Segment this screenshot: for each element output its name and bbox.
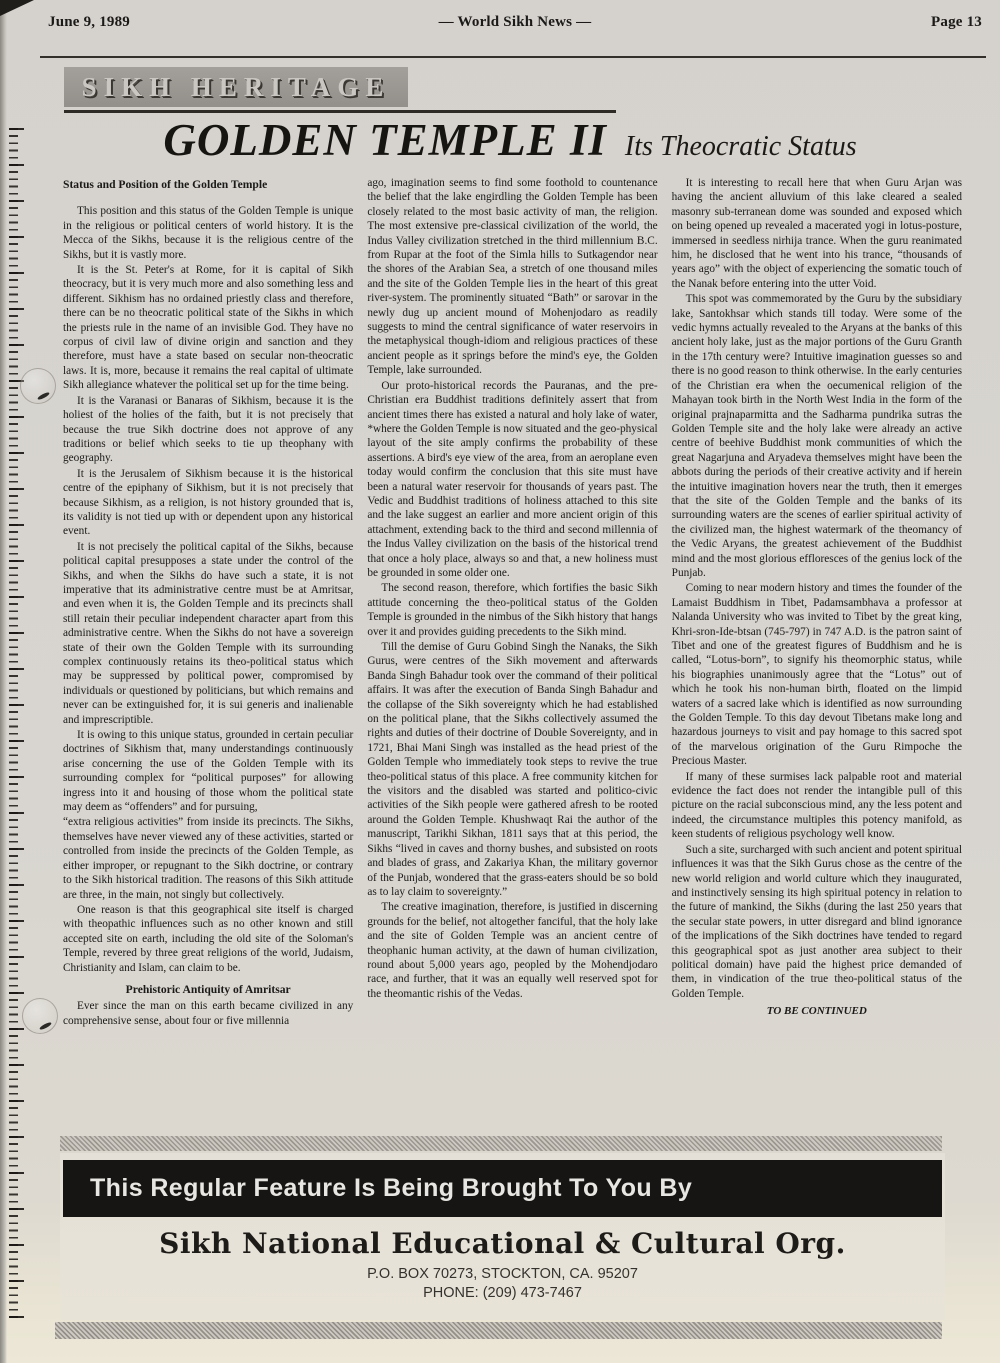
article-paragraph: It is the Jerusalem of Sikhism because it is the historical centre of the epiphany of Sikhism, but it is not precisely that because Sikhism, as a religion, is not history grounded that is, its validity is not tied up with or dependent upon any historical event. <box>63 467 354 538</box>
punch-hole <box>22 998 58 1034</box>
article-paragraph: Coming to near modern history and times the founder of the Lamaist Buddhism in Tibet, Padamsambhava a professor at Nalanda University who was invited to Tibet by the great king, Khri-sron-Ide-btsan (745-797) in 747 A.D. is the patron saint of Tibet and one of the greatest figures of Buddhism and he is called, “Lotus-born”, to signify his theomorphic status, while his biographies unanimously agree that the “Lotus” out of which he took his non-human birth, floated on the limpid waters of a sacred lake which is identified as now surrounding the Golden Temple. To this day devout Tibetans make long and hazardous journeys to visit and pay homage to this sacred spot of the marvelous origination of the Guru Rimpoche the Precious Master. <box>671 582 962 768</box>
article-paragraph: Ever since the man on this earth became civilized in any comprehensive sense, about four or five millennia <box>63 1000 354 1027</box>
sponsor-ad <box>60 1153 945 1320</box>
hatched-divider-bottom <box>55 1322 942 1339</box>
sponsor-ad-banner-text: This Regular Feature Is Being Brought To You By <box>90 1174 693 1202</box>
headline-title: GOLDEN TEMPLE II <box>163 115 607 165</box>
article-paragraph: The second reason, therefore, which fortifies the basic Sikh attitude concerning the theo-political status of the Golden Temple is grounded in the nimbus of the Sikh history that hangs over it and provides guiding precedents to the Sikh mind. <box>367 582 658 638</box>
article-paragraph: Our proto-historical records the Pauranas, and the pre-Christian era Buddhist traditions definitely assert that from ancient times there has existed a natural and holy lake of water, *where the Golden Temple is now situated and the geo-physical layout of the site amply confirms the probability of these assertions. A bird's eye view of the area, from an aeroplane even today would confirm the conclusion that this site must have been a natural water reservoir for thousands of years past. The Vedic and Buddhist traditions of holiness attached to this site and the lake suggest an earlier and more ancient origin of this attachment, extending back to the third and second millennia of the Indus Valley civilization on the basis of the historical trend that once a holy place, always so and that, a new holiness must be grounded in some older one. <box>367 379 658 579</box>
sponsor-org-phone: PHONE: (209) 473-7467 <box>423 1285 582 1301</box>
article-paragraph: It is not precisely the political capital of the Sikhs, because political capital presupposes a state under the control of the Sikhs, and when the Sikhs do have such a state, it is not imperative that its administrative centre must be at Amritsar, and even when it is, the Golden Temple and its precincts shall still retain their peculiar independent character apart from this administrative centre. When the Sikhs do not have a sovereign state of their own the Golden Temple with its surrounding complex continuously retains its theo-political status which may be suppressed by political power, compromised by individuals or questioned by politicians, but which remains and never can be extinguished for, it is sui generis and inalienable and imprescriptible. <box>63 540 354 726</box>
sponsor-ad-banner <box>63 1160 942 1217</box>
sponsor-org-name: Sikh National Educational & Cultural Org. <box>159 1227 846 1260</box>
article-paragraph: It is interesting to recall here that when Guru Arjan was having the ancient alluvium of this lake cleared a sealed masonry sub-terranean dome was sounded and exposed which on being opened up revealed a macerated yogi in lotus-posture, immersed in seedless nirhija trance. When the guru reanimated him, he disclosed that he went into his trance, “thousands of years ago” with the object of experiencing the somatic touch of the Nanak before entering into the utter Void. <box>671 177 962 290</box>
article-column-2 <box>367 176 657 1128</box>
article-paragraph: One reason is that this geographical site itself is charged with theopathic influences such as no other known and still accepted site on earth, including the old site of the Soloman's Temple, revered by three great religions of the world, Judaism, Christianity and Islam, can claim to be. <box>63 903 354 974</box>
article-column-3 <box>672 176 962 1128</box>
photo-left-edge <box>0 0 7 1363</box>
page-number: Page 13 <box>931 14 982 30</box>
article-body <box>63 176 962 1128</box>
article-headline <box>120 114 900 166</box>
article-column-1 <box>63 176 353 1128</box>
section-banner-label: SIKH HERITAGE <box>81 71 391 102</box>
article-paragraph: It is the St. Peter's at Rome, for it is capital of Sikh theocracy, but it is very much more and also something less and different. Sikhism has no ordained priestly class and therefore, there can be no theocratic political state of the Sikhs in which the priests rule in the name of an invisible God. They have no corpus of civil law of divine origin and sanction and they therefore, must have a state based on secular non-theocratic laws. It is, more, because it remains the real capital of ultimate Sikh allegiance whatever the political set up for the time being. <box>63 264 354 392</box>
punch-hole <box>20 368 56 404</box>
headline-subtitle: Its Theocratic Status <box>624 131 857 162</box>
article-paragraph: Such a site, surcharged with such ancient and potent spiritual influences it was that the Sikh Gurus chose as the centre of the new world religion and world culture which they inaugurated, and instinctively sensing its high spiritual potency in relation to the future of mankind, the Sikhs (during the last 250 years that the secular state powers, in utter disregard and blind ignorance of the implications of the Sikh doctrines have tended to regard this geographical spot as just another area subject to their political domain) have paid the highest price demanded of them, in vindication of the true theo-political status of the Golden Temple. <box>671 843 962 1000</box>
section-banner-rule <box>64 110 616 113</box>
article-paragraph: If many of these surmises lack palpable root and material evidence the fact does not render the intangible pull of this picture on the racial subconscious mind, any the less potent and indeed, the circumstance multiples this potency manifold, as keen students of religious psychology well know. <box>671 770 962 841</box>
article-paragraph: This position and this status of the Golden Temple is unique in the religious or political centers of world history. It is the Mecca of the Sikhs, because it is the religious centre of the Sikhs, but it is vastly more. <box>63 205 354 261</box>
header-rule <box>40 56 986 58</box>
article-paragraph: This spot was commemorated by the Guru by the subsidiary lake, Santokhsar which stands till today. Were some of the vedic hymns actually revealed to the Aryans at the banks of this ancient holy lake, just as the major portions of the Guru Granth in the 17th century were? Intuitive imagination guesses so and there is no good reason to think otherwise. In the early centuries of the Christian era when the oecumenical religion of the Mahayan took birth in the North West India in the form of the original prajnaparmitta and the Sadharma pundrika sutras the Golden Temple site and the holy lake were already an active centre of beehive Buddhist monk communities of which the great Nagarjuna and Aryadeva themselves might have been the abbots during the periods of their creative activity and if herein the intuitive imagination hovers near the truth, then it emerges that the site of the Golden Temple and the banks of its surrounding waters are the scenes of earlier spiritual activity of the civilized man, the highest watermark of the theomancy of the Vedic Aryans, the greatest achievement of the Buddhist mind and the most glorious effloresces of the genius lock of the Punjab. <box>671 293 962 579</box>
ruler-ticks-major <box>9 128 24 1323</box>
article-paragraph: “extra religious activities” from inside its precincts. The Sikhs, themselves have never viewed any of these activities, started or controlled from inside the precincts of the Golden Temple, as either improper, or repugnant to the Sikh doctrine, or contrary to the Sikh historical tradition. The reasons of this Sikh attitude are three, in the main, not singly but collectively. <box>63 816 354 901</box>
article-paragraph: The creative imagination, therefore, is justified in discerning grounds for the belief, not altogether fanciful, that the holy lake and the site of Golden Temple was an ancient centre of theophanic human activity, at the dawn of human civilization, round about 5,000 years ago, peopled by the Mohendjodaro race, and further, that it was an equally well reserved spot for the theomantic rishis of the Vedas. <box>367 901 658 1000</box>
punch-hole-shadow <box>37 391 50 401</box>
article-paragraph: ago, imagination seems to find some foothold to countenance the belief that the lake engirdling the Golden Temple has been closely related to the most basic activity of man, the religion. The most extensive pre-classical civilization of the world, the Indus Valley civilization stretched in the third millennium B.C. from Rupar at the foot of the Simla hills to Sutkagendor near the shores of the Arabian Sea, a stretch of one thousand miles and the site of the Golden Temple lies in the heart of this great river-system. The prominently situated “Bath” or sarovar in the newly dug up ancient mound of Mohenjodaro as readily suggests to mind the central significance of water reservoirs in the metaphysical though-idiom and religious practices of these ancient people as it springs before the mind's eye, the Golden Temple, lake surrounded. <box>367 177 658 377</box>
article-paragraph: It is owing to this unique status, grounded in certain peculiar doctrines of Sikhism that, many understandings continuously arise concerning the use of the Golden Temple with its surrounding complex for “political purposes” for allowing ingress into it and housing of those whom the political state may deem as “offenders” and for pursuing, <box>63 729 354 814</box>
section-heading: Prehistoric Antiquity of Amritsar <box>125 982 291 996</box>
page-header <box>48 14 982 31</box>
section-banner <box>64 67 408 107</box>
newspaper-title: — World Sikh News — <box>438 14 592 30</box>
to-be-continued-note: TO BE CONTINUED <box>766 1005 867 1018</box>
punch-hole-shadow <box>39 1021 52 1031</box>
sponsor-org-address: P.O. BOX 70273, STOCKTON, CA. 95207 <box>367 1266 638 1282</box>
issue-date: June 9, 1989 <box>48 14 130 30</box>
section-heading: Status and Position of the Golden Temple <box>63 178 268 191</box>
article-paragraph: It is the Varanasi or Banaras of Sikhism, because it is the holiest of the holies of the faith, but it is not precisely that because the true Sikh doctrine does not approve of any traditions or belief which seeks to tie up theophany with geography. <box>63 394 354 465</box>
hatched-divider-top <box>60 1136 942 1151</box>
article-paragraph: Till the demise of Guru Gobind Singh the Nanaks, the Sikh Gurus, were centres of the Sikh movement and afterwards Banda Singh Bahadur took over the command of their political affairs. It was after the execution of Banda Singh Bahadur and the collapse of the Sikh sovereignty which he had established on the political plane, that the Sikhs collectively assumed the rights and duties of their doctrine of Double Sovereignty, and in 1721, Bhai Mani Singh was installed as the head priest of the Golden Temple who immediately took steps to revive the true theo-political status of this place. A free community kitchen for the visitors and the disabled was started and politico-civic activities of the Sikh people were gathered afresh to be rooted around the Golden Temple. Khushwaqt Rai the author of the manuscript, Tarikhi Sikhan, 1811 says that at this period, the Sikhs “lived in caves and thorny bushes, and subsisted on roots and blades of grass, and Zakariya Khan, the military governor of the Punjab, wondered that the grass-eaters should be so bold as to lay claim to sovereignty.” <box>367 641 658 898</box>
